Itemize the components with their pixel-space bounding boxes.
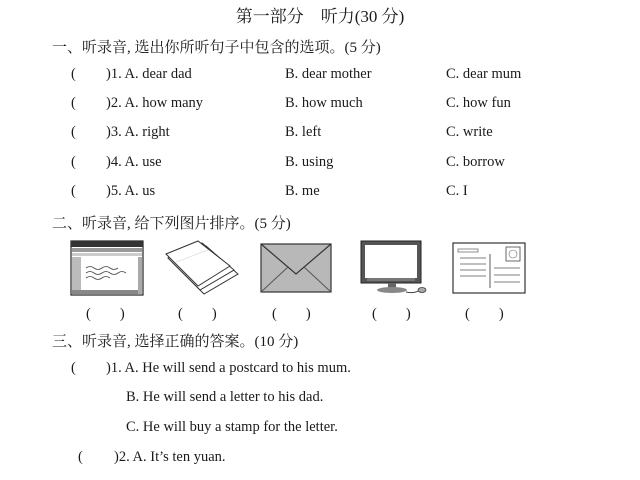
postcard-icon bbox=[452, 240, 526, 296]
picture-blank[interactable]: ( ) bbox=[465, 306, 504, 322]
option-c: C. how fun bbox=[446, 95, 511, 111]
option-a: )5. A. us bbox=[106, 183, 156, 199]
section2-heading: 二、听录音, 给下列图片排序。(5 分) bbox=[52, 216, 291, 232]
option-a: )3. A. right bbox=[106, 124, 170, 140]
option-c: C. dear mum bbox=[446, 66, 522, 82]
option-a: )4. A. use bbox=[106, 154, 162, 170]
option-b: B. how much bbox=[285, 95, 363, 111]
section3-heading: 三、听录音, 选择正确的答案。(10 分) bbox=[52, 334, 299, 350]
page-title: 第一部分 听力(30 分) bbox=[235, 7, 405, 26]
answer-blank[interactable]: ( bbox=[78, 449, 83, 465]
option-a: )2. A. It’s ten yuan. bbox=[114, 449, 226, 465]
picture-blank[interactable]: ( ) bbox=[272, 306, 311, 322]
answer-blank[interactable]: ( bbox=[71, 183, 76, 199]
option-b: B. me bbox=[285, 183, 320, 199]
answer-blank[interactable]: ( bbox=[71, 66, 76, 82]
option-b: B. He will send a letter to his dad. bbox=[126, 389, 324, 405]
paper-sheets-icon bbox=[164, 240, 244, 298]
option-c: C. write bbox=[446, 124, 493, 140]
option-b: B. dear mother bbox=[285, 66, 372, 82]
answer-blank[interactable]: ( bbox=[71, 124, 76, 140]
picture-blank[interactable]: ( ) bbox=[372, 306, 411, 322]
question-row bbox=[0, 95, 640, 117]
question-row bbox=[0, 124, 640, 146]
question-row bbox=[0, 154, 640, 176]
question-row bbox=[0, 66, 640, 88]
picture-blank[interactable]: ( ) bbox=[86, 306, 125, 322]
option-c: C. He will buy a stamp for the letter. bbox=[126, 419, 338, 435]
web-page-icon bbox=[70, 240, 144, 296]
picture-blank[interactable]: ( ) bbox=[178, 306, 217, 322]
envelope-icon bbox=[260, 240, 332, 296]
option-c: C. I bbox=[446, 183, 468, 199]
option-b: B. left bbox=[285, 124, 322, 140]
question-row bbox=[0, 183, 640, 205]
option-a: )1. A. He will send a postcard to his mum. bbox=[106, 360, 351, 376]
option-a: )1. A. dear dad bbox=[106, 66, 192, 82]
option-a: )2. A. how many bbox=[106, 95, 204, 111]
answer-blank[interactable]: ( bbox=[71, 154, 76, 170]
option-b: B. using bbox=[285, 154, 334, 170]
section1-heading: 一、听录音, 选出你所听句子中包含的选项。(5 分) bbox=[52, 40, 381, 56]
computer-monitor-icon bbox=[358, 240, 430, 298]
option-c: C. borrow bbox=[446, 154, 505, 170]
answer-blank[interactable]: ( bbox=[71, 95, 76, 111]
answer-blank[interactable]: ( bbox=[71, 360, 76, 376]
